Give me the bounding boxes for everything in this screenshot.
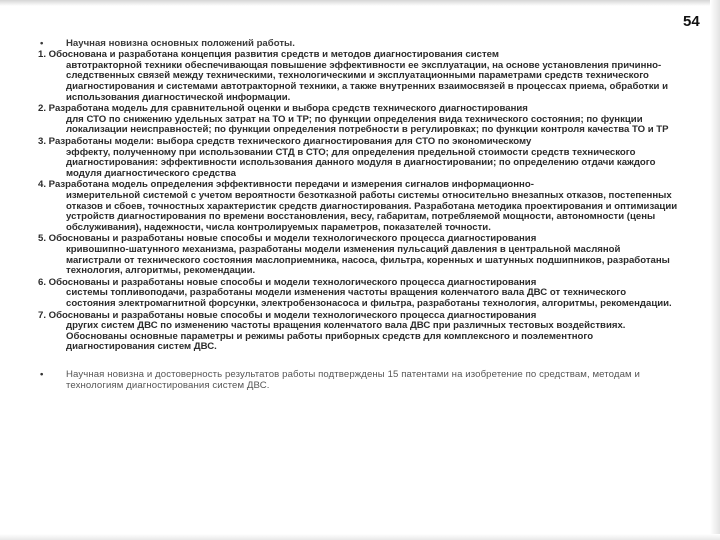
- page-number: 54: [683, 13, 700, 30]
- slide-content: [38, 38, 678, 392]
- novelty-item-4: [38, 180, 678, 233]
- item-first-line: 4. Разработана модель определения эффективности передачи и измерения сигналов информационно-: [38, 179, 534, 191]
- item-continuation: автотракторной техники обеспечивающая повышение эффективности ее эксплуатации, на основе установления причинно-следственных связей между техническими, технологическими и эксплуатационными параметрами средств технического диагностирования и системами автотракторной техники, а также внутренних взаимосвязей в процессах приема, обработки и использования диагностической информации.: [66, 59, 669, 103]
- novelty-item-7: [38, 311, 678, 353]
- section-heading: Научная новизна основных положений работы.: [66, 38, 295, 49]
- item-first-line: 2. Разработана модель для сравнительной оценки и выбора средств технического диагностирования: [38, 103, 528, 115]
- slide-right-shadow: [710, 0, 720, 540]
- patents-note-text: Научная новизна и достоверность результатов работы подтверждены 15 патентами на изобретение по средствам, методам и технологиям диагностирования систем ДВС.: [66, 368, 640, 392]
- item-first-line: 6. Обоснованы и разработаны новые способы и модели технологического процесса диагностирования: [38, 276, 537, 288]
- slide-top-shadow: [0, 0, 720, 6]
- bullet-icon: •: [40, 38, 44, 49]
- item-continuation: измерительной системой с учетом вероятности безотказной работы системы относительно внезапных отказов, постепенных отказов и сбоев, точностных характеристик средств диагностирования. Разработана методика проектирования и оптимизации устройств диагностирования по времени восстановления, весу, габаритам, потребляемой мощности, автономности (цены обслуживания), надежности, числа контролируемых параметров, показателей точности.: [66, 190, 678, 233]
- item-continuation: других систем ДВС по изменению частоты вращения коленчатого вала ДВС при различных тестовых воздействиях. Обоснованы основные параметры и режимы работы приборных средств для комплексного и поэлементного диагностирования систем ДВС.: [66, 320, 626, 353]
- item-first-line: 5. Обоснованы и разработаны новые способы и модели технологического процесса диагностирования: [38, 233, 537, 245]
- slide-bottom-shadow: [0, 534, 720, 540]
- item-continuation: эффекту, полученному при использовании СТД в СТО; для определения предельной стоимости средств технического диагностирования: эффективности использования данного модуля в диагностировании; по определению отдачи каждого модуля диагностического средства: [66, 146, 656, 179]
- bullet-icon: •: [40, 368, 44, 380]
- item-first-line: 1. Обоснована и разработана концепция развития средств и методов диагностирования систем: [38, 49, 499, 61]
- item-continuation: для СТО по снижению удельных затрат на ТО и ТР; по функции определения вида технического состояния; по функции локализации неисправностей; по функции определения потребности в регулировках; по функции контроля качества ТО и ТР: [66, 113, 669, 136]
- novelty-item-6: [38, 278, 678, 310]
- item-first-line: 7. Обоснованы и разработаны новые способы и модели технологического процесса диагностирования: [38, 309, 537, 321]
- item-continuation: кривошипно-шатунного механизма, разработаны модели изменения пульсаций давления в центральной масляной магистрали от технического состояния маслоприемника, насоса, фильтра, коренных и шатунных подшипников, разработаны технология, алгоритмы, рекомендации.: [66, 243, 670, 277]
- item-continuation: системы топливоподачи, разработаны модели изменения частоты вращения коленчатого вала ДВС от технического состояния электромагнитной форсунки, электробензонасоса и фильтра, разработаны технология, алгоритмы, рекомендации.: [66, 287, 672, 309]
- heading-row: [38, 38, 678, 49]
- patents-note: [38, 369, 678, 392]
- novelty-item-5: [38, 234, 678, 276]
- novelty-item-3: [38, 137, 678, 179]
- novelty-item-2: [38, 104, 678, 136]
- item-first-line: 3. Разработаны модели: выбора средств технического диагностирования для СТО по экономическому: [38, 136, 532, 148]
- novelty-item-1: [38, 50, 678, 103]
